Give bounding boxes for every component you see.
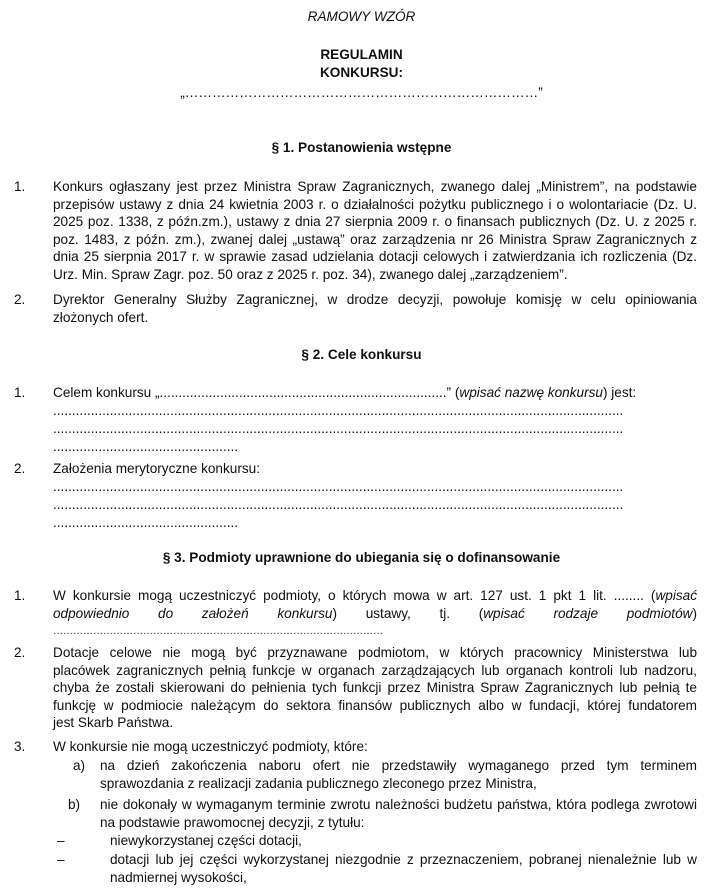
fill-in-line[interactable]: ……………………………………………………………………………………… (53, 626, 383, 637)
text-line: w nadmiernej wysokości, (110, 852, 697, 885)
text-line: sprawozdania z realizacji zadania publicznego zleconego przez Ministra, (100, 775, 537, 791)
text-line: placówek zagranicznych pełnią funkcje w organach zarządzających lub organach kontroli lub nadzoru, (53, 662, 697, 678)
section-2-heading: § 2. Cele konkursu (301, 347, 422, 362)
text-line (53, 605, 697, 623)
title-placeholder: „……………………………………………………………………” (180, 85, 543, 100)
fill-in-line[interactable]: ....................................................................................................................................................... (53, 421, 624, 436)
text-line: Dyrektor Generalny Służby Zagranicznej, w drodze decyzji, powołuje komisję w celu opiniowania (53, 292, 697, 307)
text-line: złożonych ofert. (53, 309, 149, 325)
text-line: Urz. Min. Spraw Zagr. poz. 50 oraz z 2025 r. poz. 34), zwanego dalej „zarządzeniem”. (53, 266, 568, 282)
goal-lead: Celem konkursu „............................................................................” ( (53, 385, 460, 400)
text-line (53, 587, 697, 605)
text-line: poz. 1483, z późn. zm.), zwanej dalej „ustawą” oraz zarządzenia nr 26 Ministra Spraw Zagranicznych z (53, 231, 697, 247)
title-line2: KONKURSU: (319, 65, 404, 80)
section-3-heading: § 3. Podmioty uprawnione do ubiegania się o dofinansowanie (162, 550, 561, 565)
text-line: zwrotowi na podstawie prawomocnej decyzji, z tytułu: (100, 797, 697, 830)
eligible-end: ) (692, 605, 697, 621)
sec3-item1-number: 1. (14, 588, 26, 603)
text-line: przepisów ustawy z dnia 24 kwietnia 2003 r. o działalności pożytku publicznego i o wolontariacie (Dz. U. (53, 196, 697, 212)
sec2-item1-number: 1. (14, 385, 26, 400)
text-line: funkcję w podmiocie należącym do sektora finansów publicznych albo w fundacji, której fundatorem (53, 697, 697, 713)
text-line: dnia 25 sierpnia 2017 r. w sprawie zasad udzielania dotacji celowych i zatwierdzania ich rozliczenia (Dz. (53, 249, 697, 265)
sub-item-a-text (100, 757, 697, 792)
sub-item-marker: b) (68, 797, 81, 812)
sec3-item3-number: 3. (14, 739, 26, 754)
dash-item-text (110, 851, 697, 886)
text-line: na dzień zakończenia naboru ofert nie przedstawiły wymaganego przed tym terminem (100, 758, 697, 773)
text-line: niewykorzystanej części dotacji, (110, 833, 302, 848)
text-line: 2025 poz. 1338, z późn.zm.), ustawy z dnia 27 sierpnia 2009 r. o finansach publicznych (Dz. U. z 2025 r. (53, 214, 697, 230)
text-line: dotacji lub jej części wykorzystanej niezgodnie z przeznaczeniem, pobranej nienależnie lub (110, 852, 681, 867)
dash-item-text (110, 832, 697, 850)
eligible-hint: wpisać rodzaje podmiotów (483, 605, 693, 621)
fill-in-line[interactable]: ................................................. (53, 439, 239, 454)
eligible-hint: odpowiednio do założeń konkursu (53, 605, 333, 621)
sec1-item1-text (53, 178, 697, 284)
text-line: jest Skarb Państwa. (53, 715, 174, 731)
text-line: Konkurs ogłaszany jest przez Ministra Spraw Zagranicznych, zwanego dalej „Ministrem”, na podstawie (53, 179, 697, 194)
eligible-lead: W konkursie mogą uczestniczyć podmioty, o których mowa w art. 127 ust. 1 pkt 1 lit. ........ ( (53, 588, 656, 603)
sec3-item3-text: W konkursie nie mogą uczestniczyć podmioty, które: (53, 739, 368, 754)
fill-in-line[interactable]: ....................................................................................................................................................... (53, 497, 624, 512)
sub-item-b-text (100, 796, 697, 831)
sec3-item1-text (53, 587, 697, 622)
title-line1: REGULAMIN (320, 47, 403, 62)
dash-marker: – (57, 833, 65, 848)
fill-in-line[interactable]: ................................................. (53, 515, 239, 530)
eligible-hint: wpisać (655, 588, 697, 603)
goal-tail: ) jest: (602, 385, 637, 400)
sec3-item2-number: 2. (14, 645, 26, 660)
sub-item-marker: a) (73, 758, 86, 773)
dash-marker: – (57, 852, 65, 867)
eligible-mid: ) ustawy, tj. ( (332, 605, 484, 621)
sec2-item2-number: 2. (14, 461, 26, 476)
goal-hint: wpisać nazwę konkursu (459, 385, 603, 400)
text-line: Dotacje celowe nie mogą być przyznawane podmiotom, w których pracownicy Ministerstwa lub (53, 645, 697, 660)
fill-in-line[interactable]: ....................................................................................................................................................... (53, 403, 624, 418)
sec3-item2-text (53, 644, 697, 732)
sec1-item2-text (53, 291, 697, 326)
sec1-item2-number: 2. (14, 292, 26, 307)
template-label: RAMOWY WZÓR (307, 9, 416, 24)
text-line: chyba że zostali skierowani do pełnienia tych funkcji przez Ministra Spraw Zagranicznych lub pełnią te (53, 680, 697, 696)
sec2-item1-text (53, 384, 697, 402)
fill-in-line[interactable]: ....................................................................................................................................................... (53, 479, 624, 494)
sec1-item1-number: 1. (14, 179, 26, 194)
text-line: nie dokonały w wymaganym terminie zwrotu należności budżetu państwa, która podlega (100, 797, 640, 812)
section-1-heading: § 1. Postanowienia wstępne (271, 140, 452, 155)
sec2-item2-text: Założenia merytoryczne konkursu: (53, 461, 261, 476)
